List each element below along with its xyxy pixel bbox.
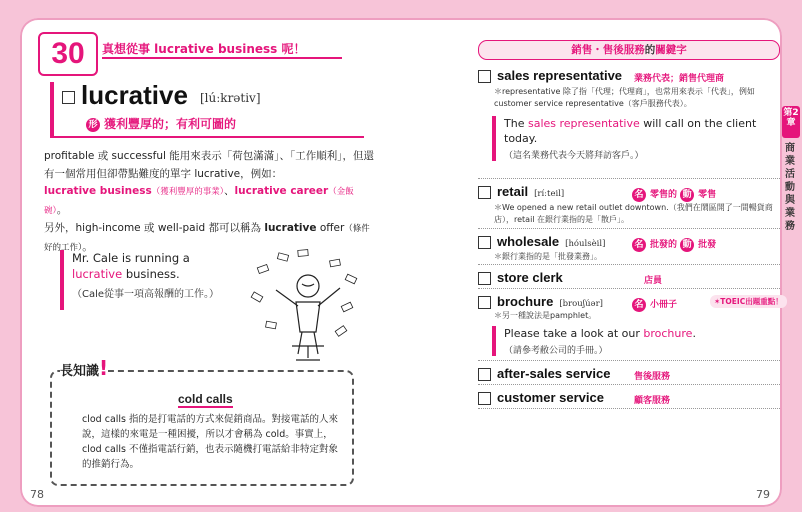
keyword-term: customer service	[478, 390, 604, 405]
left-page	[20, 18, 400, 507]
entry-number: 30	[38, 32, 98, 76]
topic-underline	[102, 57, 342, 59]
man-throwing-money-illustration	[238, 246, 368, 368]
chapter-title: 商業活動與業務	[785, 143, 795, 232]
right-page	[450, 18, 799, 507]
headword-checkbox[interactable]	[62, 91, 75, 104]
headword: lucrative	[62, 80, 188, 111]
headword-pronunciation: [lúːkrətiv]	[200, 91, 261, 105]
page-number-left: 78	[30, 488, 44, 501]
keyword-checkbox[interactable]	[478, 392, 491, 405]
keyword-header: 銷售・售後服務的關鍵字	[478, 40, 780, 60]
tip-title: cold calls	[178, 392, 233, 406]
keyword-checkbox[interactable]	[478, 236, 491, 249]
keyword-checkbox[interactable]	[478, 296, 491, 309]
keyword-row	[478, 366, 780, 385]
tip-label: 長知識!	[60, 356, 109, 380]
keyword-term: brochure [brouʃúər]	[478, 294, 603, 309]
keyword-term: wholesale [hóulsèil]	[478, 234, 605, 249]
keyword-term: after-sales service	[478, 366, 610, 381]
example-translation: （Cale從事一項高報酬的工作。）	[72, 289, 220, 300]
chapter-tab	[782, 106, 802, 233]
keyword-checkbox[interactable]	[478, 70, 491, 83]
keyword-row	[478, 234, 780, 265]
keyword-definition: 顧客服務	[634, 396, 671, 406]
keyword-row	[478, 294, 783, 361]
keyword-row	[478, 270, 780, 289]
keyword-definition: 名 小冊子	[632, 297, 677, 312]
keyword-definition: 名 批發的 動 批發	[632, 237, 716, 252]
keyword-row	[478, 390, 780, 409]
keyword-term: retail [ríːteil]	[478, 184, 564, 199]
keyword-example: The sales representative will call on the client today. （這名業務代表今天將拜訪客戶。）	[492, 116, 778, 161]
keyword-definition: 店員	[644, 276, 663, 286]
pos-badge: 形	[86, 118, 100, 132]
keyword-term: store clerk	[478, 270, 563, 285]
keyword-example: Please take a look at our brochure. （請參考敝公司的手冊。）	[492, 326, 778, 356]
entry-topic: 真想從事 lucrative business 呢！	[102, 42, 306, 56]
chapter-number: 第2章	[782, 106, 800, 138]
keyword-note: ＊We opened a new retail outlet downtown.（我們在鬧區開了一間暢貨商店），retail 在銀行業指的是「散戶」。	[494, 203, 773, 224]
keyword-note: ＊representative 除了指「代理；代理商」，也常用來表示「代表」，例如customer service representative（客戶服務代表）。	[494, 87, 755, 108]
toeic-badge: ✶TOEIC出題重點！	[710, 295, 787, 308]
tip-box	[50, 356, 354, 486]
book-spread	[20, 18, 799, 507]
keyword-definition: 售後服務	[634, 372, 671, 382]
example-english: Mr. Cale is running a lucrative business.	[72, 251, 190, 281]
keyword-note: ＊銀行業指的是「批發業務」。	[494, 252, 602, 261]
headword-block	[50, 82, 364, 138]
explanation-paragraph: profitable 或 successful 能用來表示「荷包滿滿」、「工作順利」，但還有一個常用但卻帶點難度的單字 lucrative，例如： lucrative business（獲利豐厚的事業）、lucrative career（金飯碗）。 另外，high-income 或 well-paid 都可以稱為 lucrative offer（條件好的工作）。	[44, 150, 374, 253]
keyword-row	[478, 184, 780, 229]
tip-text: clod calls 指的是打電話的方式來促銷商品。對接電話的人來說，這樣的來電是一種困擾，所以才會稱為 cold。事實上，clod calls 不僅指電話行銷，也表示隨機打電話給非特定對象的推銷行為。	[82, 414, 339, 470]
keyword-definition: 名 零售的 動 零售	[632, 187, 716, 202]
keyword-note: ＊另一種說法是pamphlet。	[494, 311, 597, 320]
keyword-definition: 業務代表；銷售代理商	[634, 74, 725, 84]
keyword-checkbox[interactable]	[478, 368, 491, 381]
keyword-term: sales representative	[478, 68, 622, 83]
keyword-checkbox[interactable]	[478, 272, 491, 285]
keyword-checkbox[interactable]	[478, 186, 491, 199]
headword-definition: 形 獲利豐厚的；有利可圖的	[86, 115, 236, 132]
keyword-row	[478, 68, 780, 179]
page-number-right: 79	[756, 488, 770, 501]
